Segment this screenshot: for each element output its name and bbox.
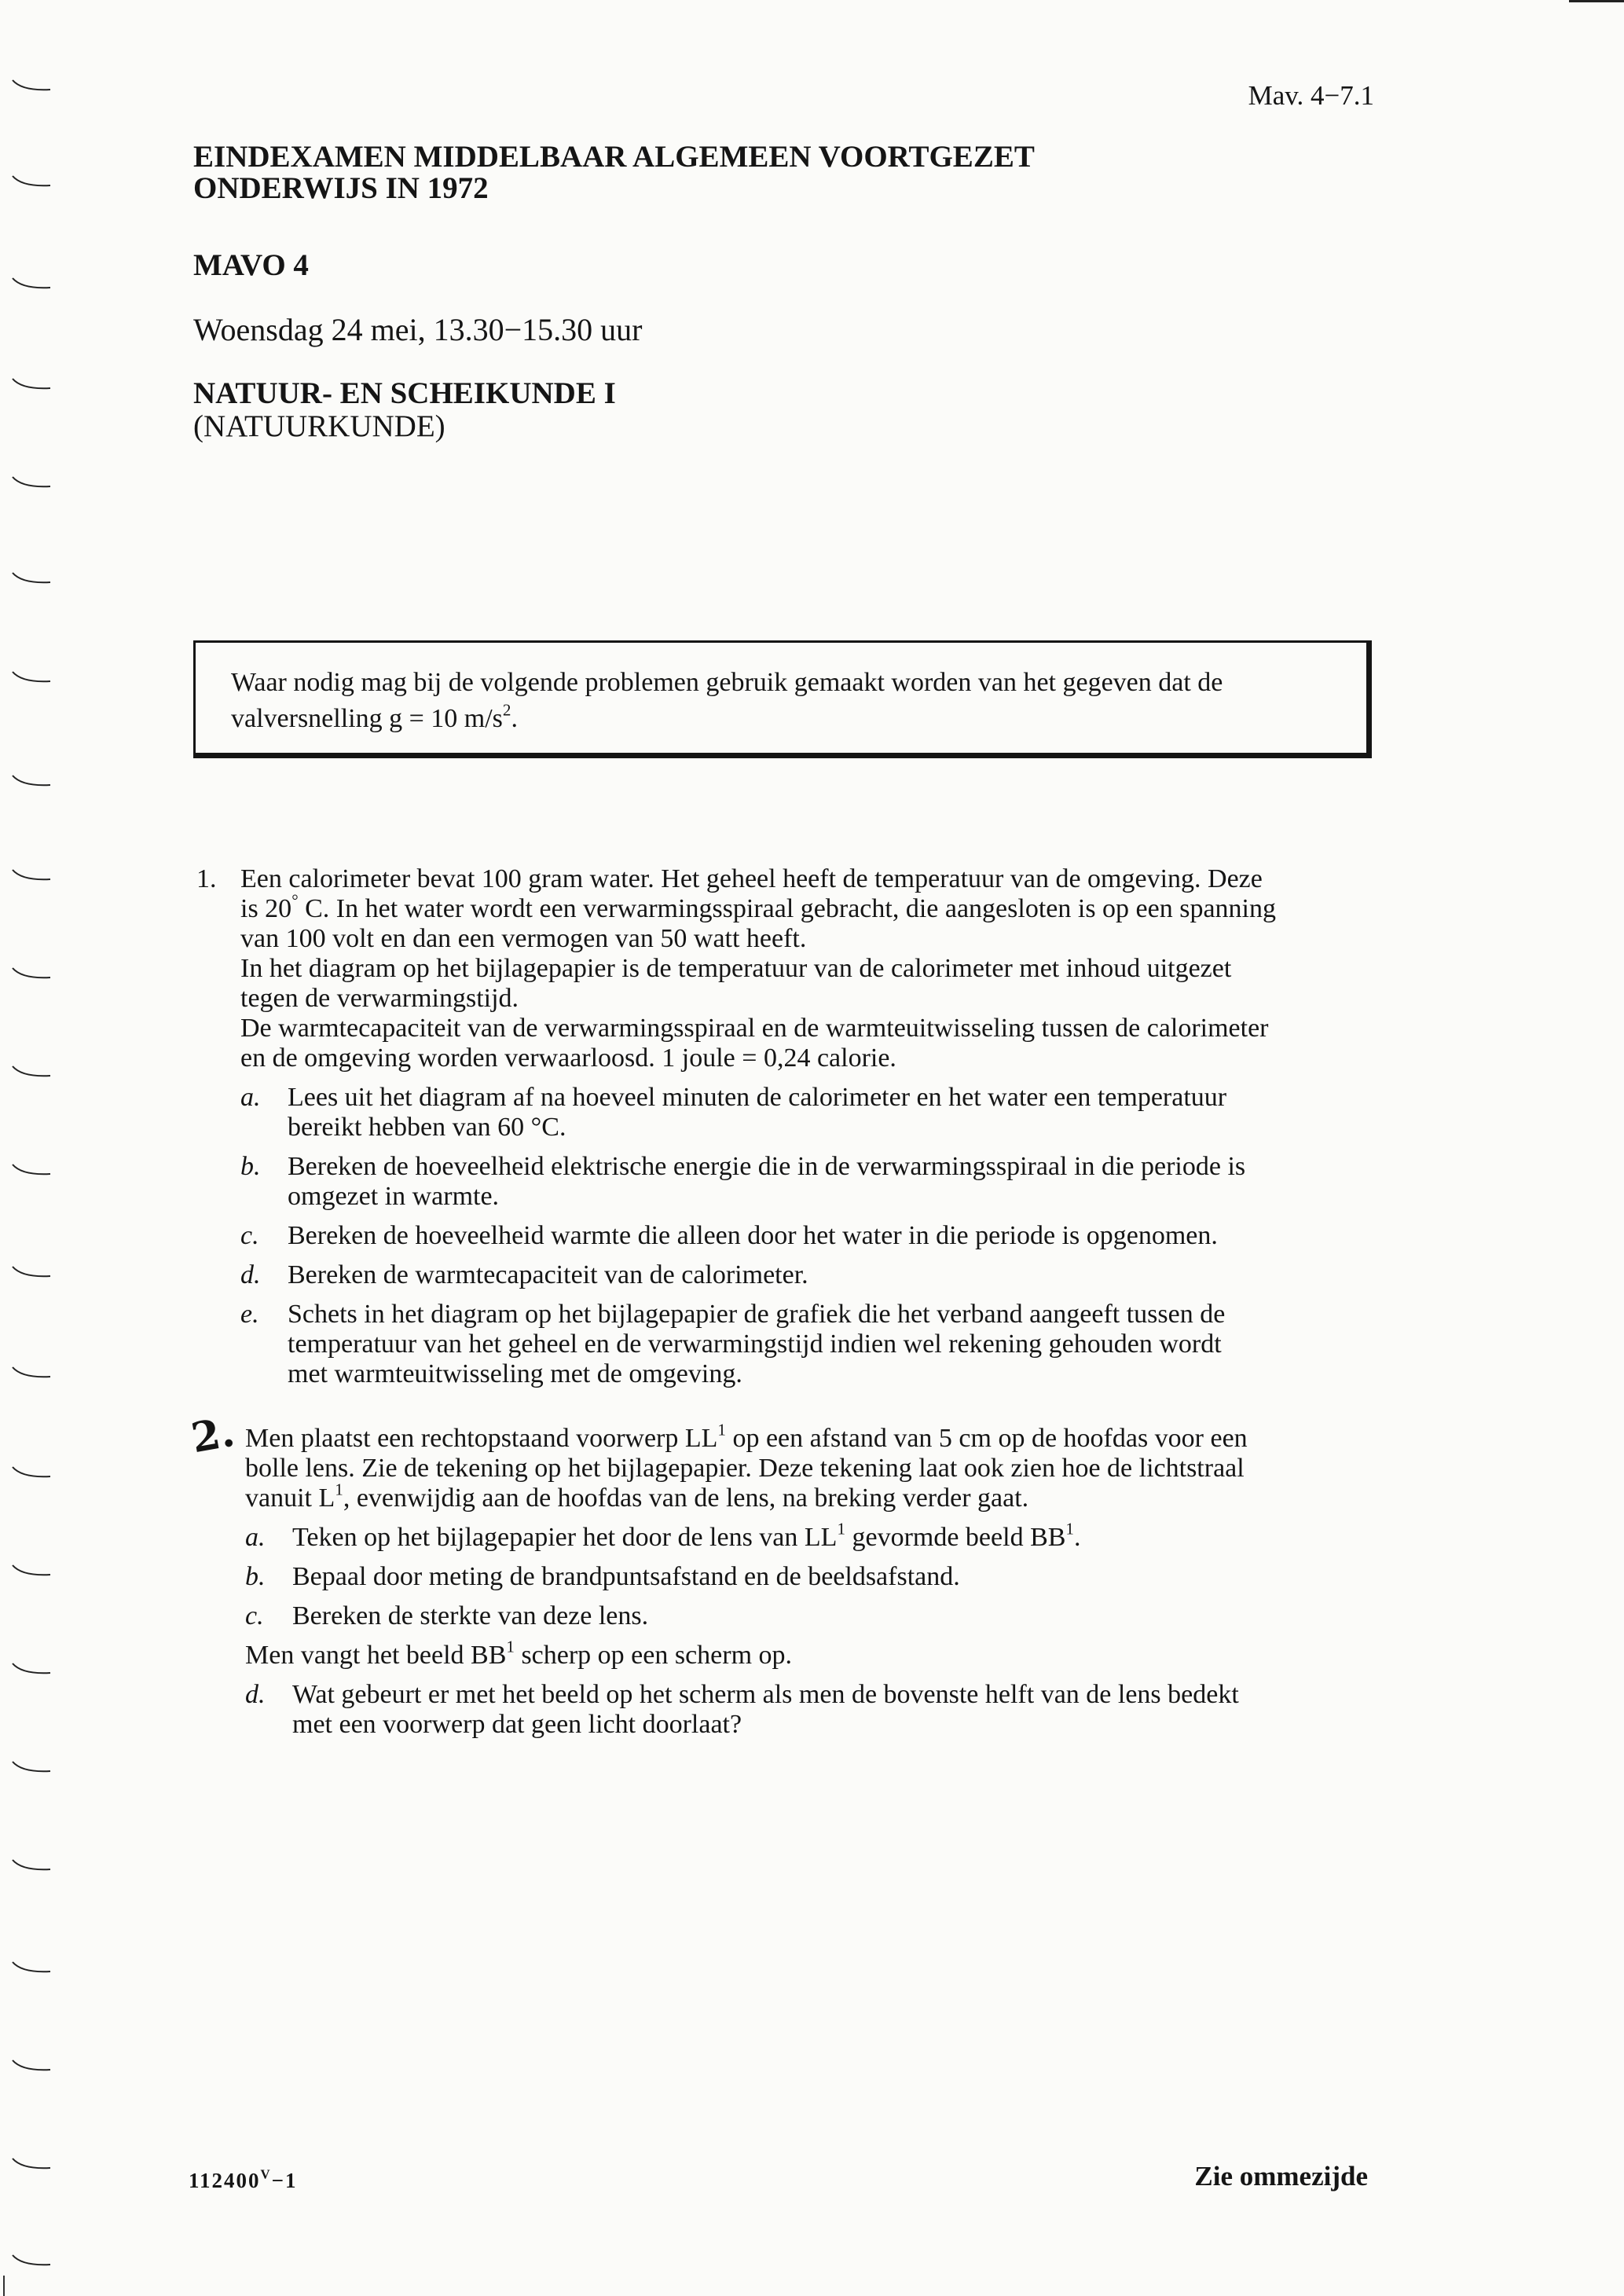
binder-mark [11, 1960, 52, 1976]
subquestion-letter: d. [245, 1680, 266, 1709]
text: gevormde beeld BB [845, 1523, 1066, 1552]
text-line [245, 1420, 1422, 1454]
degree-superscript: ° [291, 890, 299, 910]
binder-mark [11, 277, 52, 292]
binder-mark [11, 377, 52, 393]
binder-mark [11, 1065, 52, 1080]
superscript: 1 [1065, 1519, 1074, 1539]
text-line [245, 1480, 1422, 1513]
subquestion-c [245, 1601, 1422, 1631]
exam-level: MAVO 4 [193, 248, 309, 282]
text-line: Bepaal door meting de brandpuntsafstand en de beeldsafstand. [292, 1562, 960, 1591]
text: Men plaatst een rechtopstaand voorwerp LL [245, 1424, 718, 1453]
text-line [245, 1637, 1422, 1671]
text-line: Bereken de sterkte van deze lens. [292, 1601, 649, 1630]
subquestion-letter: b. [240, 1152, 261, 1181]
subquestion-e [240, 1300, 1422, 1389]
text: , evenwijdig aan de hoofdas van de lens, na breking verder gaat. [343, 1484, 1029, 1513]
text-line: De warmtecapaciteit van de verwarmingsspiraal en de warmteuitwisseling tussen de calorimeter [240, 1014, 1269, 1043]
note-superscript: 2 [502, 700, 511, 720]
see-overleaf: Zie ommezijde [1194, 2161, 1368, 2191]
text-line: Schets in het diagram op het bijlagepapier de grafiek die het verband aangeeft tussen de [288, 1300, 1226, 1329]
subquestion-letter: c. [240, 1221, 259, 1250]
binder-mark [11, 1163, 52, 1179]
question-body [245, 1420, 1422, 1513]
exam-subject [193, 377, 616, 443]
subject-subtitle: (NATUURKUNDE) [193, 409, 445, 443]
exam-code: Mav. 4−7.1 [1248, 80, 1374, 111]
binder-mark [11, 1662, 52, 1678]
binder-mark [11, 1265, 52, 1281]
question-2 [188, 1407, 1422, 1740]
subquestion-b [240, 1152, 1422, 1212]
subquestion-d [240, 1260, 1422, 1290]
subject-title: NATUUR- EN SCHEIKUNDE I [193, 376, 616, 410]
superscript: 1 [506, 1637, 515, 1656]
subquestion-c [240, 1221, 1422, 1251]
binder-mark [11, 868, 52, 884]
binder-line [3, 2276, 5, 2296]
text-line: bereikt hebben van 60 °C. [288, 1113, 566, 1142]
subquestion-a [240, 1083, 1422, 1142]
binder-mark [11, 1760, 52, 1776]
edge-line [1569, 0, 1624, 2]
text: is 20 [240, 894, 292, 923]
text-line: Bereken de hoeveelheid warmte die alleen door het water in die periode is opgenomen. [288, 1221, 1218, 1250]
exam-title [193, 141, 1035, 204]
text: . [1073, 1523, 1081, 1552]
question-body [240, 864, 1422, 1073]
subquestion-a [245, 1519, 1422, 1553]
text-line: Bereken de hoeveelheid elektrische energie die in de verwarmingsspiraal in die periode is [288, 1152, 1246, 1181]
question-number: 2. [188, 1407, 239, 1463]
binder-mark [11, 475, 52, 491]
text-line: Een calorimeter bevat 100 gram water. Het geheel heeft de temperatuur van de omgeving. Deze [240, 864, 1263, 893]
binder-mark [11, 2254, 52, 2269]
note-text: valversnelling g = 10 m/s [231, 704, 503, 733]
text: scherp op een scherm op. [514, 1641, 793, 1670]
gravity-note-box [193, 640, 1372, 758]
text: Men vangt het beeld BB [245, 1641, 507, 1670]
binder-mark [11, 670, 52, 686]
text-line: en de omgeving worden verwaarloosd. 1 joule = 0,24 calorie. [240, 1043, 896, 1073]
text-line: Wat gebeurt er met het beeld op het scherm als men de bovenste helft van de lens bedekt [292, 1680, 1239, 1709]
subquestion-letter: e. [240, 1300, 259, 1329]
text-line: omgezet in warmte. [288, 1182, 500, 1211]
text-line [292, 1519, 1422, 1553]
binder-mark [11, 1465, 52, 1481]
note-line [231, 701, 1331, 737]
binder-mark [11, 774, 52, 790]
question-1 [196, 864, 1422, 1389]
superscript: 1 [717, 1420, 726, 1440]
text: C. In het water wordt een verwarmingsspiraal gebracht, die aangesloten is op een spanning [298, 894, 1276, 923]
subquestion-d [245, 1680, 1422, 1740]
text-line: temperatuur van het geheel en de verwarmingstijd indien wel rekening gehouden wordt [288, 1330, 1222, 1359]
binder-mark [11, 79, 52, 94]
subquestion-b [245, 1562, 1422, 1592]
subquestion-letter: b. [245, 1562, 266, 1591]
exam-date: Woensdag 24 mei, 13.30−15.30 uur [193, 312, 643, 347]
text-line: met een voorwerp dat geen licht doorlaat? [292, 1710, 742, 1739]
text: −1 [271, 2169, 298, 2192]
title-line: EINDEXAMEN MIDDELBAAR ALGEMEEN VOORTGEZET [193, 140, 1035, 174]
superscript: V [260, 2166, 272, 2182]
subquestion-letter: a. [240, 1083, 261, 1112]
binder-mark [11, 1858, 52, 1874]
subquestion-letter: c. [245, 1601, 264, 1630]
binder-mark [11, 1564, 52, 1579]
binder-mark [11, 2157, 52, 2173]
binder-mark [11, 174, 52, 190]
note-line: Waar nodig mag bij de volgende problemen gebruik gemaakt worden van het gegeven dat de [231, 668, 1223, 697]
binder-mark [11, 571, 52, 587]
text-line: In het diagram op het bijlagepapier is de temperatuur van de calorimeter met inhoud uitgezet [240, 954, 1232, 983]
question-number: 1. [196, 864, 217, 893]
binder-mark [11, 1366, 52, 1381]
subquestion-letter: a. [245, 1523, 266, 1552]
superscript: 1 [837, 1519, 845, 1539]
text: 112400 [189, 2169, 261, 2192]
text-line: bolle lens. Zie de tekening op het bijlagepapier. Deze tekening laat ook zien hoe de lichtstraal [245, 1454, 1245, 1483]
title-line: ONDERWIJS IN 1972 [193, 171, 489, 205]
note-text: . [511, 704, 518, 733]
binder-mark [11, 966, 52, 982]
text: Teken op het bijlagepapier het door de lens van LL [292, 1523, 838, 1552]
superscript: 1 [335, 1480, 343, 1499]
text-line: van 100 volt en dan een vermogen van 50 watt heeft. [240, 924, 807, 953]
subquestion-letter: d. [240, 1260, 261, 1289]
text-line: met warmteuitwisseling met de omgeving. [288, 1359, 742, 1388]
text-line: tegen de verwarmingstijd. [240, 984, 519, 1013]
binder-mark [11, 2059, 52, 2074]
text-line: Lees uit het diagram af na hoeveel minuten de calorimeter en het water een temperatuur [288, 1083, 1227, 1112]
footer-code [189, 2166, 298, 2193]
text-line: Bereken de warmtecapaciteit van de calorimeter. [288, 1260, 808, 1289]
text-line [240, 890, 1422, 924]
text: op een afstand van 5 cm op de hoofdas voor een [725, 1424, 1248, 1453]
text: vanuit L [245, 1484, 335, 1513]
